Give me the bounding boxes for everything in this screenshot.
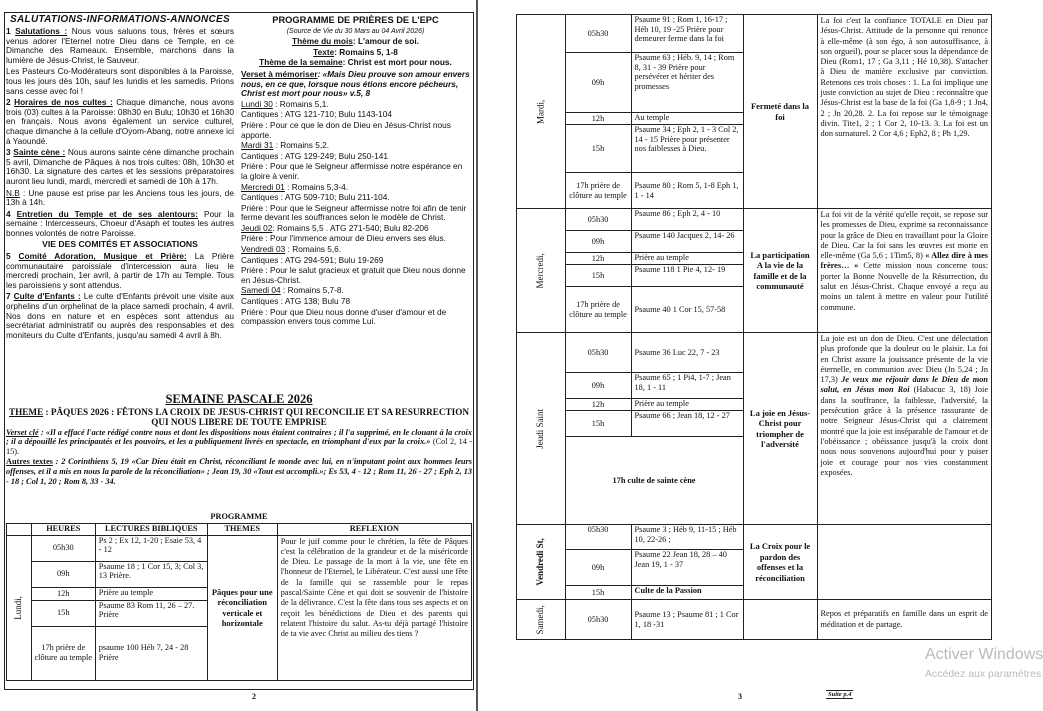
theme-cell: La Croix pour le pardon des offenses et la réconciliation	[743, 525, 817, 600]
sp-verset-ref: (Col 2, 14 - 15).	[6, 437, 473, 456]
activation-watermark-subtitle: Accédez aux paramètres	[925, 668, 1042, 680]
reading-cell: Ps 2 ; Ex 12, 1-20 ; Esaie 53, 4 - 12	[95, 535, 207, 561]
hour-cell: 17h prière de clôture au temple	[565, 287, 631, 333]
theme-semaine-value: : Christ est mort pour nous.	[342, 57, 452, 68]
day-item-mercredi	[241, 183, 470, 223]
activation-watermark-title: Activer Windows	[925, 646, 1043, 663]
hour-cell: 05h30	[565, 209, 631, 231]
sp-verset-label: Verset clé	[6, 427, 39, 437]
table-row	[517, 15, 992, 53]
hour-cell: 12h	[565, 399, 631, 411]
reading-cell: Psaume 83 Rom 11, 26 – 27. Prière	[95, 600, 207, 626]
day-label: Mardi 31	[241, 140, 274, 151]
hour-cell: 09h	[31, 561, 95, 587]
day-cell-jeudi	[517, 333, 566, 525]
reading-cell: Psaume 3 ; Héb 9, 11-15 ; Héb 10, 22-26 ;	[631, 525, 743, 550]
evening-service-cell: 17h culte de sainte cène	[565, 437, 743, 525]
lundi-program-table	[6, 512, 472, 681]
day-cantiques: Cantiques : ATG 129-249; Bulu 250-141	[241, 150, 388, 161]
day-ref: : Romains 5,5 . ATG 271-540; Bulu 82-206	[272, 222, 429, 233]
nb-block	[6, 189, 234, 208]
reflexion-quote: Je veux me réjouir dans le Dieu de mon salut, en Jésus mon Roi	[820, 375, 988, 395]
nb-title: N.B	[6, 187, 20, 198]
theme-semaine-label: Thème de la semaine	[259, 57, 343, 68]
texte-label: Texte	[313, 46, 335, 57]
horaires-text: Chaque dimanche, nous avons trois (03) cultes à la Paroisse: 08h30 en Bulu; 10h30 et 16h30 en français. Nous avons également un service culturel, chaque dimanche à la cellule d'Oyom-Abang, notre annexe ici à Yaoundé.	[6, 97, 235, 146]
day-ref: : Romains 5,6.	[287, 244, 342, 255]
day-label: Mercredi 01	[241, 181, 285, 192]
semaine-pascale-title: SEMAINE PASCALE 2026	[165, 392, 313, 406]
reflexion-text-1: La foi vit de la vérité qu'elle reçoit, se repose sur les promesses de Dieu, exprime sa reconnaissance pour la grâce de Dieu en travaillant pour la Gloire de Dieu. Car la foi sans les œuvres est morte en elle-même (Ga 5,6 ; 1Tim5, 8)	[820, 210, 988, 261]
theme-mois	[241, 37, 470, 47]
hour-cell: 09h	[565, 373, 631, 399]
day-ref: : Romains 5,1.	[275, 98, 329, 109]
day-list	[241, 100, 470, 327]
header-themes: THEMES	[207, 523, 277, 535]
reading-cell: Psaume 86 ; Eph 2, 4 - 10	[631, 209, 743, 231]
salutations-text: Nous vous saluons tous, frères et sœurs venus adorer l'Eternel notre Dieu dans ce Temple, en ce Dimanche des Rameaux. Ensemble, marchons dans la lumière de Jésus-Christ, le Sauveur.	[6, 26, 234, 65]
day-cell-lundi	[7, 535, 32, 680]
day-label: Mardi,	[534, 99, 545, 124]
reading-cell: Psaume 140 Jacques 2, 14- 26	[631, 231, 743, 253]
header-day	[7, 523, 32, 535]
sp-theme	[6, 407, 472, 427]
reflexion-cell	[817, 333, 991, 525]
entretien-title: Entretien du Temple et de ses alentours:	[16, 208, 199, 219]
hour-cell: 17h prière de clôture au temple	[565, 173, 631, 209]
reading-cell: psaume 100 Héb 7, 24 - 28 Prière	[95, 626, 207, 680]
pasteurs-text: Les Pasteurs Co-Modérateurs sont disponibles à la Paroisse, tous les jours dès 10h, sauf les lundis et les samedis. Prions sans cesse avec foi !	[6, 66, 234, 96]
entretien-text: Pour la semaine : Intercesseurs, Choeur d'Asaph et toutes les autres bonnes volontés de notre Paroisse.	[6, 208, 234, 238]
reading-cell: Prière au temple	[631, 253, 743, 265]
day-cantiques: Cantiques : ATG 294-591; Bulu 19-269	[241, 254, 384, 265]
reading-cell: Culte de la Passion	[631, 586, 743, 600]
reflexion-text-2: Cette mission nous concerne tous: porter la Bonne Nouvelle de la Résurrection, du salut en Jésus-Christ. Chaque envoyé a reçu au moins un talent à mettre en valeur pour l'utilité commune.	[820, 261, 989, 312]
table-row	[517, 209, 992, 231]
day-cell-vendredi	[517, 525, 566, 600]
reflexion-cell: Pour le juif comme pour le chrétien, la fête de Pâques c'est la célébration de la grandeur et de la miséricorde de Dieu. Le passage de la mort à la vie, une fête en l'honneur de l'Eternel, le Libérateur. C'est aussi une fête de la famille qui se rassemble pour le repas pascal/Sainte Cène et qui doit se souvenir de l'histoire de la délivrance. C'est la fête dans tous ses aspects et on reçoit les bénédictions de Dieu et des parents qui relatent l'histoire du salut. As-tu déjà partagé l'histoire de ta vie avec Christ au milieu des tiens ?	[277, 535, 471, 680]
cene-text: Nous aurons sainte cène dimanche prochain 5 avril, Dimanche de Pâques à nos trois cultes: 08h, 10h30 et 16h30. La signature des cartes et les sessions préparatoires auront lieu lundi, mardi, mercredi et samedi de 10h à 17h.	[6, 147, 234, 186]
page-3	[484, 0, 1043, 711]
nb-text: : Une pause est prise par les Anciens tous les jours, de 13h à 14h.	[6, 187, 234, 208]
table-row	[517, 333, 992, 373]
entretien-block: 4 Entretien du Temple et de ses alentours: Pour la semaine : Intercesseurs, Choeur d'Asaph et toutes les autres bonnes volontés de notre Paroisse.	[6, 208, 234, 238]
day-ref: : Romains 5,7-8.	[282, 285, 344, 296]
day-label: Jeudi Saint	[534, 408, 545, 449]
verset	[241, 70, 470, 99]
reading-cell: Psaume 13 ; Psaume 81 ; 1 Cor 1, 18 -31	[631, 600, 743, 640]
hour-cell: 05h30	[565, 525, 631, 550]
day-priere: Prière : Pour l'immence amour de Dieu envers ses élus.	[241, 233, 446, 244]
theme-mois-value: : L'amour de soi.	[352, 36, 419, 47]
comite-block: 5 Comité Adoration, Musique et Prière: La Prière communautaire paroissiale d'intercession aura lieu le mercredi prochain, 1er avril, à partir de 17h au Temple. Tous les paroissiens y sont attendus.	[6, 251, 234, 290]
day-priere: Prière : Pour que le Seigneur affermisse notre espérance en la gloire à venir.	[241, 161, 463, 181]
prayer-program-column	[241, 16, 470, 328]
hour-cell: 05h30	[565, 600, 631, 640]
enfants-title: Culte d'Enfants :	[13, 291, 81, 302]
reflexion-cell-empty	[817, 525, 991, 600]
comite-title: Comité Adoration, Musique et Prière:	[18, 251, 187, 262]
program-table-title: PROGRAMME	[210, 512, 268, 522]
day-item-samedi	[241, 286, 470, 326]
day-label: Lundi,	[12, 595, 23, 620]
reading-cell: Psaume 18 ; 1 Cor 15, 3; Col 3, 13 Prière.	[95, 561, 207, 587]
header-lectures: LECTURES BIBLIQUES	[95, 523, 207, 535]
day-label: Lundi 30	[241, 98, 273, 109]
reading-cell: Au temple	[631, 113, 743, 125]
hour-cell: 15h	[565, 125, 631, 173]
theme-cell: La participation A la vie de la famille et de la communauté	[743, 209, 817, 333]
sp-autres	[6, 457, 472, 486]
hour-cell: 05h30	[565, 15, 631, 53]
day-cantiques: Cantiques : ATG 121-710; Bulu 1143-104	[241, 109, 392, 120]
reading-cell: Psaume 40 1 Cor 15, 57-58	[631, 287, 743, 333]
header-heures: HEURES	[31, 523, 95, 535]
table-row	[517, 600, 992, 640]
enfants-text: Le culte d'Enfants prévoit une visite aux orphelins d'un orphelinat de la place samedi prochain, 4 avril. Nos dons en nature et en espèces sont attendus au secrétariat administratif ou auprès des responsables et des moniteurs du Culte d'Enfants, jusqu'au samedi 4 avril à 8h.	[6, 291, 234, 340]
prayer-program-source: (Source de Vie du 30 Mars au 04 Avril 2026)	[286, 27, 425, 35]
reflexion-quote: « Allez dire à mes frères… »	[820, 251, 988, 271]
announcements-title: SALUTATIONS-INFORMATIONS-ANNONCES	[10, 14, 230, 25]
hour-cell: 05h30	[565, 333, 631, 373]
reflexion-text-2: Joie dans la souffrance, la faiblesse, l'adversité, la persécution grâce à la présence rassurante de notre Seigneur Jésus-Christ qui a clairement montré que la joie est inséparable de l'amour et de l'obéissance ; obéissance jusqu'à la croix dont nous nous souvenons aujourd'hui pour y puiser joie et courage pour nos vies constamment exposées.	[820, 385, 989, 477]
hour-cell: 12h	[565, 113, 631, 125]
theme-cell: Pâques pour une réconciliation verticale et horizontale	[207, 535, 277, 680]
page-number-left: 2	[252, 692, 256, 701]
reading-cell: Psaume 63 ; Héb. 9, 14 ; Rom 8, 31 - 39 Prière pour persévérer et hériter des promesses	[631, 53, 743, 113]
reading-cell: Psaume 118 1 Pie 4, 12- 19	[631, 265, 743, 287]
texte	[241, 48, 470, 58]
enfants-block: 7 Culte d'Enfants : Le culte d'Enfants prévoit une visite aux orphelins d'un orphelinat de la place samedi prochain, 4 avril. Nos dons en nature et en espèces sont attendus au secrétariat administratif ou auprès des responsables et des moniteurs du Culte d'Enfants, jusqu'au samedi 4 avril à 8h.	[6, 291, 234, 340]
theme-mois-label: Thème du mois	[292, 36, 353, 47]
verset-label: Verset à mémoriser	[241, 68, 318, 79]
day-item-vendredi	[241, 245, 470, 285]
hour-cell: 12h	[565, 253, 631, 265]
day-label: Vendredi 03	[241, 244, 286, 255]
table-header-row	[7, 523, 472, 535]
reflexion-text-1: La joie est un don de Dieu. C'est une délectation plus profonde que la douleur ou le plaisir. La foi en Christ assure la jouissance présente de la vie éternelle, en communion avec Dieu (Jn 5,24 ; Jn 17,3)	[820, 334, 988, 385]
day-priere: Prière : Pour que Dieu nous donne d'user d'amour et de compassion envers tous comme Lui.	[241, 306, 447, 327]
sp-verset-text: : «Il a effacé l'acte rédigé contre nous et dont les dispositions nous étaient contraires ; il l'a supprimé, en le clouant à la croix ; il a dépouillé les principautés et les pouvoirs, et les a publiquement livrés en spectacle, en triomphant d'eux par la croix.»	[6, 427, 472, 447]
reflexion-quote-ref: (Habacuc 3, 18)	[913, 385, 971, 395]
announcements-column	[6, 14, 234, 342]
day-item-jeudi	[241, 224, 470, 244]
hour-cell: 15h	[31, 600, 95, 626]
reading-cell: Psaume 65 ; 1 Pi4, 1-7 ; Jean 18, 1 - 11	[631, 373, 743, 399]
theme-semaine	[241, 58, 470, 68]
horaires-title: Horaires de nos cultes :	[14, 97, 113, 108]
day-cell-samedi	[517, 600, 566, 640]
week-program-table	[516, 14, 992, 640]
theme-cell: Fermeté dans la foi	[743, 15, 817, 209]
verset-text: : «Mais Dieu prouve son amour envers nous, en ce que, lorsque nous étions encore pécheurs, Christ est mort pour nous» v.5, 8	[241, 68, 470, 99]
day-cantiques: Cantiques : ATG 138; Bulu 78	[241, 296, 351, 307]
hour-cell: 17h prière de clôture au temple	[31, 626, 95, 680]
texte-value: : Romains 5, 1-8	[334, 46, 398, 57]
hour-cell: 12h	[31, 587, 95, 600]
sp-autres-label: Autres textes	[6, 457, 53, 467]
hour-cell: 09h	[565, 231, 631, 253]
day-cell-mercredi	[517, 209, 566, 333]
reflexion-cell: La foi c'est la confiance TOTALE en Dieu par Jésus-Christ. Attitude de la personne qui renonce à elle-même (à son égo, à son autosuffisance, à son orgueil), pour se placer sous la dépendance de Dieu (Rom1, 17 ; Ga 3,11 ; Hé 10,38). S'attacher à Dieu de manière exclusive par conviction. Retenons ces trois choses : 1. La foi implique une juste conviction au sujet de Dieu : reconnaître que Jésus-Christ est la base de la foi (Ga 1,8-9 ; 1 Jn4, 2 ; Jn 20,28. 2. La foi repose sur le témoignage divin. Tite1, 2 ; 1 Cor 2, 10-13. 3. La foi est un don surnaturel. 2 Cor 4,6 ; Eph2, 8 ; Ph 1,29.	[817, 15, 991, 209]
reading-cell: Prière au temple	[631, 399, 743, 411]
hour-cell: 15h	[565, 586, 631, 600]
day-label: Samedi 04	[241, 285, 281, 296]
reading-cell: Psaume 22 Jean 18, 28 – 40 Jean 19, 1 - 37	[631, 550, 743, 586]
day-ref: : Romains 5,2.	[275, 140, 330, 151]
sp-autres-text: : 2 Corinthiens 5, 19 «Car Dieu était en Christ, réconciliant le monde avec lui, en n'imputant point aux hommes leurs offenses, et il a mis en nous la parole de la réconciliation» ; Jean 19, 30 «Tout est accompli.»; Es 53, 4 - 12 ; Rom 11, 26 - 27 ; Eph 2, 13 - 18 ; Col 1, 20 ; Rom 8, 33 - 34.	[6, 457, 472, 486]
sp-verset	[6, 428, 472, 457]
day-ref: : Romains 5,3-4.	[287, 181, 348, 192]
theme-cell-empty	[743, 600, 817, 640]
day-priere: Prière : Pour le salut gracieux et gratuit que Dieu nous donne en Jésus-Christ.	[241, 265, 466, 285]
table-row	[7, 535, 472, 561]
suite-label: Suite p.4	[828, 691, 852, 698]
reading-cell: Psaume 66 ; Jean 18, 12 - 27	[631, 411, 743, 437]
page-2	[0, 0, 478, 711]
day-item-lundi	[241, 100, 470, 140]
reading-cell: Psaume 91 ; Rom 1, 16-17 ; Héb 10, 19 -25 Prière pour demeurer ferme dans la foi	[631, 15, 743, 53]
reflexion-cell: Repos et préparatifs en famille dans un esprit de méditation et de partage.	[817, 600, 991, 640]
hour-cell: 15h	[565, 411, 631, 437]
table-row	[517, 525, 992, 550]
comite-text: La Prière communautaire paroissiale d'intercession aura lieu le mercredi prochain, 1er avril, à partir de 17h au Temple. Tous les paroissiens y sont attendus.	[6, 251, 234, 290]
reading-cell: Psaume 34 ; Eph 2, 1 - 3 Col 2, 14 - 15 Prière pour présenter nos faiblesses à Dieu.	[631, 125, 743, 173]
day-label: Mercredi,	[534, 252, 545, 289]
reading-cell: Psaume 80 ; Rom 5, 1-8 Eph 1, 1 - 14	[631, 173, 743, 209]
sp-theme-label: THEME	[9, 406, 44, 417]
day-label: Vendredi St,	[534, 538, 545, 586]
horaires-block: 2 Horaires de nos cultes : Chaque dimanche, nous avons trois (03) cultes à la Paroisse: 08h30 en Bulu; 10h30 et 16h30 en français. Nous avons également un service culturel, chaque dimanche à la cellule d'Oyom-Abang, notre annexe ici à Yaoundé.	[6, 97, 235, 146]
cene-block: 3 Sainte cène : Nous aurons sainte cène dimanche prochain 5 avril, Dimanche de Pâques à nos trois cultes: 08h, 10h30 et 16h30. La signature des cartes et les sessions préparatoires auront lieu lundi, mardi, mercredi et samedi de 10h à 17h.	[6, 147, 234, 186]
day-priere: Prière : Pour que le Seigneur affermisse notre foi afin de tenir ferme devant les souffrances selon le modèle de Christ.	[241, 202, 467, 223]
hour-cell: 09h	[565, 550, 631, 586]
header-reflexion: REFLEXION	[277, 523, 471, 535]
sp-theme-text: : PÂQUES 2026 : FÊTONS LA CROIX DE JESUS-CHRIST QUI RECONCILIE ET SA RESURRECTION QUI NOUS LIBERE DE TOUTE EMPRISE	[45, 406, 469, 427]
page-number-right: 3	[738, 692, 742, 701]
reading-cell: Psaume 36 Luc 22, 7 - 23	[631, 333, 743, 373]
day-label: Jeudi 02	[241, 222, 273, 233]
salutations-block: 1 Salutations : Nous vous saluons tous, frères et sœurs venus adorer l'Eternel notre Dieu dans ce Temple, en ce Dimanche des Rameaux. Ensemble, marchons dans la lumière de Jésus-Christ, le Sauveur.	[6, 26, 234, 65]
prayer-program-title: PROGRAMME DE PRIÈRES DE L'EPC	[272, 15, 439, 25]
hour-cell: 15h	[565, 265, 631, 287]
day-cantiques: Cantiques : ATG 509-710; Bulu 211-104.	[241, 192, 390, 203]
day-label: Samedi,	[534, 604, 545, 635]
semaine-pascale-section	[6, 392, 473, 487]
theme-cell: La joie en Jésus-Christ pour triompher de l'adversité	[743, 333, 817, 525]
day-priere: Prière : Pour ce que le don de Dieu en Jésus-Christ nous apporte.	[241, 119, 451, 140]
vie-title: VIE DES COMITÉS ET ASSOCIATIONS	[42, 239, 198, 250]
hour-cell: 05h30	[31, 535, 95, 561]
day-item-mardi	[241, 141, 470, 181]
reflexion-cell	[817, 209, 991, 333]
reading-cell: Prière au temple	[95, 587, 207, 600]
cene-title: Sainte cène :	[13, 147, 66, 158]
day-cell-mardi	[517, 15, 566, 209]
hour-cell: 09h	[565, 53, 631, 113]
salutations-title: Salutations :	[15, 26, 68, 36]
